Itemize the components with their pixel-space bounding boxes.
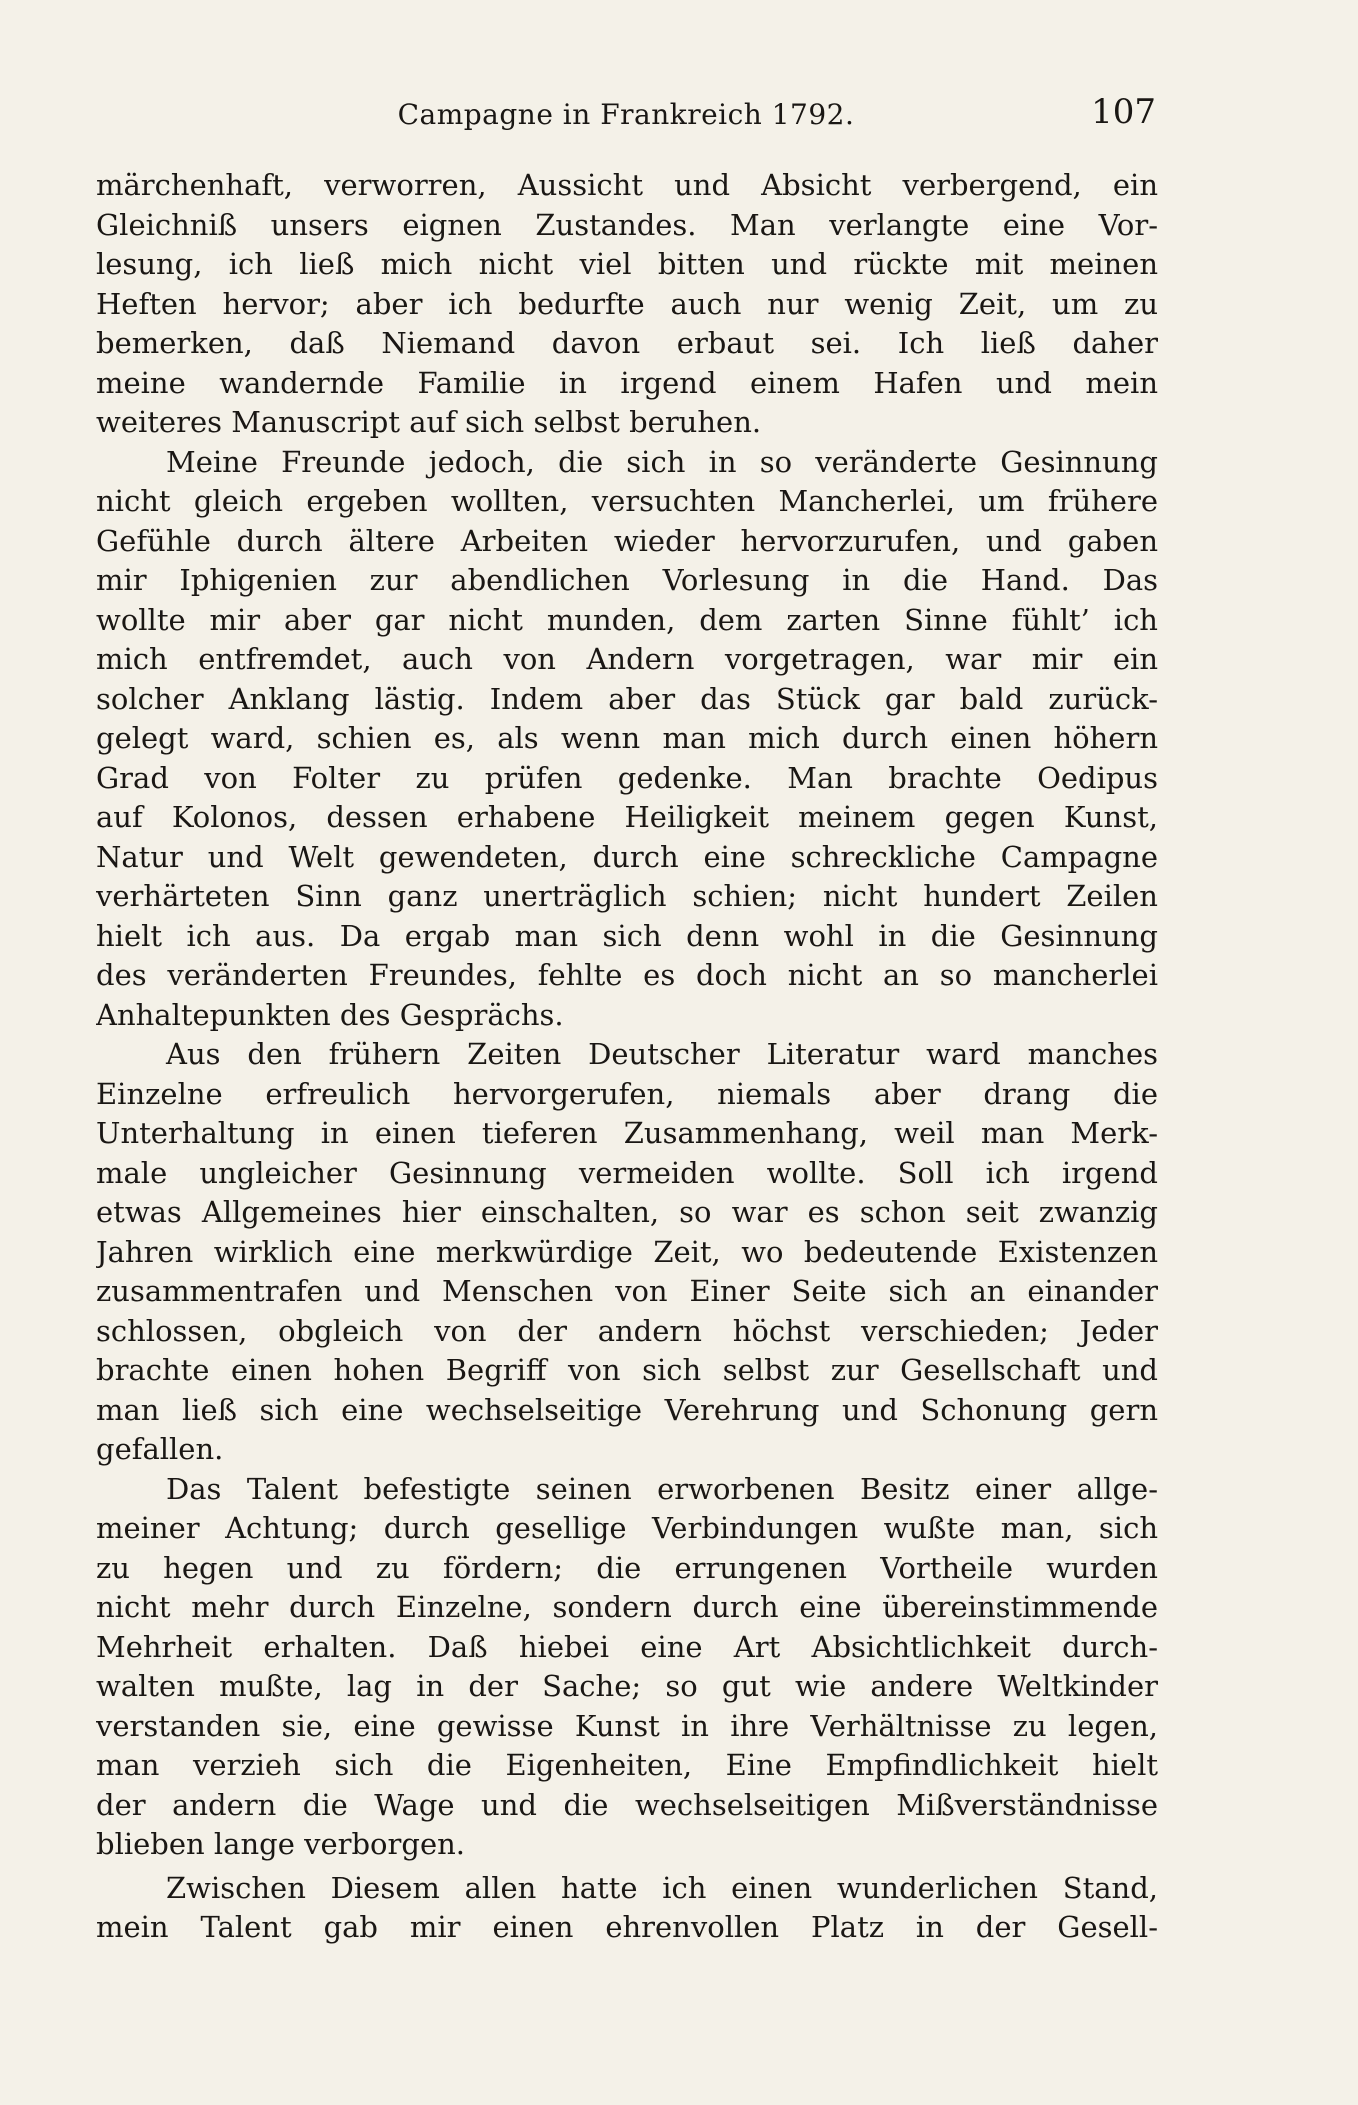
text-line: Heften hervor; aber ich bedurfte auch nur wenig Zeit, um zu (96, 286, 1158, 321)
text-line: bemerken, daß Niemand davon erbaut sei. Ich ließ daher (96, 326, 1158, 360)
text-line: mein Talent gab mir einen ehrenvollen Platz in der Gesell- (96, 1910, 1158, 1944)
text-line: male ungleicher Gesinnung vermeiden wollte. Soll ich irgend (96, 1155, 1158, 1190)
text-line: Meine Freunde jedoch, die sich in so veränderte Gesinnung (166, 444, 1158, 479)
text-line: gelegt ward, schien es, als wenn man mich durch einen höhern (96, 721, 1158, 755)
text-line: brachte einen hohen Begriff von sich selbst zur Gesellschaft und (96, 1353, 1158, 1387)
text-line: nicht mehr durch Einzelne, sondern durch eine übereinstimmende (96, 1590, 1158, 1624)
text-line: verhärteten Sinn ganz unerträglich schien; nicht hundert Zeilen (96, 879, 1158, 913)
text-line: meiner Achtung; durch gesellige Verbindungen wußte man, sich (96, 1511, 1158, 1545)
text-line: weiteres Manuscript auf sich selbst beruhen. (96, 405, 762, 439)
text-line: schlossen, obgleich von der andern höchst verschieden; Jeder (96, 1313, 1158, 1348)
page-header (96, 92, 1156, 138)
text-line: Einzelne erfreulich hervorgerufen, niemals aber drang die (96, 1076, 1158, 1111)
text-line: solcher Anklang lästig. Indem aber das Stück gar bald zurück- (96, 681, 1158, 716)
text-line: nicht gleich ergeben wollten, versuchten Mancherlei, um frühere (96, 484, 1158, 518)
text-line: zusammentrafen und Menschen von Einer Seite sich an einander (96, 1274, 1158, 1308)
text-line: Anhaltepunkten des Gesprächs. (96, 997, 564, 1032)
text-line: zu hegen und zu fördern; die errungenen Vortheile wurden (96, 1550, 1158, 1585)
page-number: 107 (1091, 92, 1156, 132)
text-line: Jahren wirklich eine merkwürdige Zeit, wo bedeutende Existenzen (96, 1234, 1158, 1269)
text-line: walten mußte, lag in der Sache; so gut wie andere Weltkinder (96, 1669, 1158, 1703)
text-line: man ließ sich eine wechselseitige Verehrung und Schonung gern (96, 1392, 1158, 1427)
text-line: blieben lange verborgen. (96, 1827, 465, 1861)
text-line: Mehrheit erhalten. Daß hiebei eine Art Absichtlichkeit durch- (96, 1629, 1158, 1664)
text-line: Unterhaltung in einen tieferen Zusammenhang, weil man Merk- (96, 1116, 1158, 1150)
text-line: der andern die Wage und die wechselseitigen Mißverständnisse (96, 1787, 1158, 1822)
text-line: Grad von Folter zu prüfen gedenke. Man brachte Oedipus (96, 760, 1158, 795)
text-line: märchenhaft, verworren, Aussicht und Absicht verbergend, ein (96, 168, 1158, 202)
running-title: Campagne in Frankreich 1792. (397, 98, 855, 131)
text-line: etwas Allgemeines hier einschalten, so war es schon seit zwanzig (96, 1195, 1158, 1229)
text-line: Zwischen Diesem allen hatte ich einen wunderlichen Stand, (166, 1870, 1158, 1905)
text-line: hielt ich aus. Da ergab man sich denn wohl in die Gesinnung (96, 918, 1158, 953)
text-line: verstanden sie, eine gewisse Kunst in ihre Verhältnisse zu legen, (96, 1708, 1158, 1743)
text-line: Gleichniß unsers eignen Zustandes. Man verlangte eine Vor- (96, 207, 1158, 242)
text-line: man verzieh sich die Eigenheiten, Eine Empfindlichkeit hielt (96, 1748, 1158, 1782)
text-line: Aus den frühern Zeiten Deutscher Literatur ward manches (166, 1037, 1158, 1071)
text-line: lesung, ich ließ mich nicht viel bitten und rückte mit meinen (96, 247, 1158, 281)
text-line: auf Kolonos, dessen erhabene Heiligkeit meinem gegen Kunst, (96, 800, 1158, 834)
text-line: Natur und Welt gewendeten, durch eine schreckliche Campagne (96, 839, 1158, 874)
text-line: gefallen. (96, 1432, 224, 1466)
text-line: Das Talent befestigte seinen erworbenen Besitz einer allge- (166, 1471, 1158, 1506)
text-line: mich entfremdet, auch von Andern vorgetragen, war mir ein (96, 642, 1158, 676)
text-line: meine wandernde Familie in irgend einem Hafen und mein (96, 365, 1158, 400)
body-text (96, 166, 1158, 1948)
text-line: des veränderten Freundes, fehlte es doch nicht an so mancherlei (96, 958, 1158, 992)
text-line: mir Iphigenien zur abendlichen Vorlesung in die Hand. Das (96, 563, 1158, 597)
text-line: wollte mir aber gar nicht munden, dem zarten Sinne fühlt’ ich (96, 602, 1158, 637)
text-line: Gefühle durch ältere Arbeiten wieder hervorzurufen, und gaben (96, 523, 1158, 558)
